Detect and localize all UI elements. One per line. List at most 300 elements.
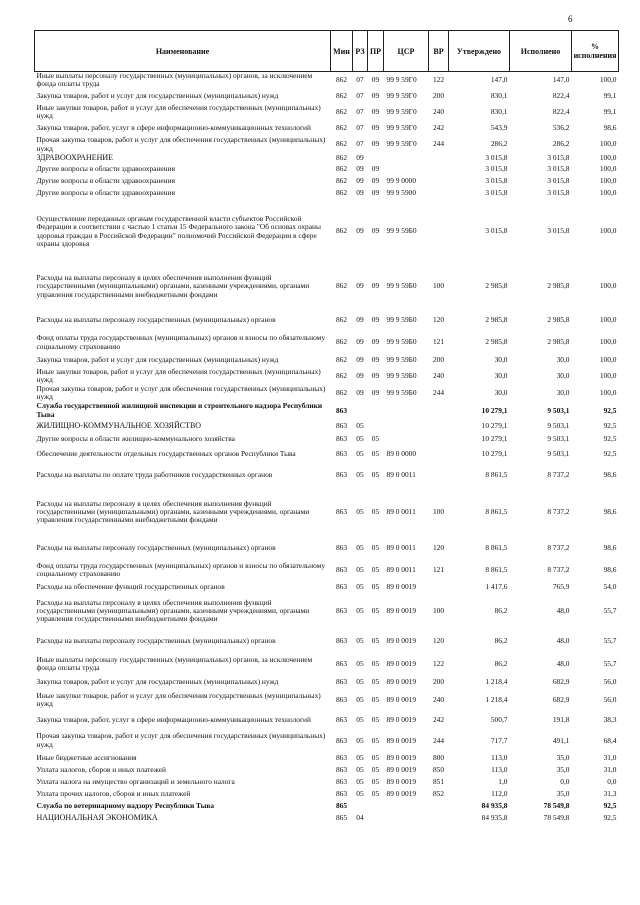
cell-approved: 8 861,5 bbox=[485, 565, 508, 575]
table-row bbox=[35, 136, 619, 154]
cell-approved: 2 985,8 bbox=[485, 281, 508, 291]
cell-min: 863 bbox=[335, 606, 348, 616]
table-row bbox=[35, 812, 619, 823]
cell-executed: 48,0 bbox=[556, 659, 570, 669]
cell-executed: 191,8 bbox=[552, 715, 570, 725]
cell-name: Уплата налогов, сборов и иных платежей bbox=[36, 765, 166, 775]
cell-executed: 35,0 bbox=[556, 753, 570, 763]
cell-vr bbox=[429, 176, 449, 188]
cell-executed: 3 015,8 bbox=[547, 226, 570, 236]
cell-name: Служба государственной жилищной инспекции и строительного надзора Республики Тыва bbox=[36, 401, 323, 419]
cell-vr: 200 bbox=[432, 677, 445, 687]
cell-name: Другие вопросы в области здравоохранения bbox=[36, 176, 175, 186]
cell-executed: 48,0 bbox=[556, 606, 570, 616]
cell-rz: 09 bbox=[356, 164, 364, 174]
cell-percent: 100,0 bbox=[599, 164, 617, 174]
cell-pr bbox=[368, 419, 384, 433]
cell-pr: 09 bbox=[371, 281, 380, 291]
cell-rz: 07 bbox=[356, 122, 364, 132]
cell-csr: 89 0 0019 bbox=[386, 677, 417, 687]
cell-executed: 491,1 bbox=[552, 735, 570, 745]
cell-rz: 07 bbox=[356, 139, 364, 149]
table-row bbox=[35, 154, 619, 164]
cell-rz: 05 bbox=[356, 777, 364, 787]
cell-pr: 05 bbox=[371, 470, 380, 480]
cell-executed: 35,0 bbox=[556, 789, 570, 799]
cell-csr bbox=[384, 800, 429, 812]
cell-pr: 09 bbox=[371, 139, 380, 149]
table-row bbox=[35, 176, 619, 188]
cell-executed: 9 503,1 bbox=[547, 421, 570, 431]
header-pr: ПР bbox=[368, 31, 384, 72]
table-row bbox=[35, 332, 619, 354]
cell-executed: 35,0 bbox=[556, 765, 570, 775]
cell-rz: 05 bbox=[356, 715, 364, 725]
cell-vr bbox=[429, 154, 449, 164]
cell-executed: 682,9 bbox=[552, 695, 570, 705]
cell-min: 862 bbox=[335, 91, 348, 101]
cell-executed: 286,2 bbox=[552, 139, 570, 149]
cell-percent: 100,0 bbox=[599, 388, 617, 398]
cell-approved: 500,7 bbox=[490, 715, 508, 725]
cell-rz: 09 bbox=[356, 315, 364, 325]
cell-pr: 05 bbox=[371, 659, 380, 669]
cell-executed: 30,0 bbox=[556, 370, 570, 380]
cell-rz: 05 bbox=[356, 606, 364, 616]
cell-percent: 100,0 bbox=[599, 370, 617, 380]
cell-percent: 100,0 bbox=[599, 139, 617, 149]
header-csr: ЦСР bbox=[384, 31, 429, 72]
cell-name: Обеспечение деятельности отдельных государственных органов Республики Тыва bbox=[36, 449, 296, 459]
cell-rz bbox=[353, 402, 368, 419]
cell-rz: 05 bbox=[356, 565, 364, 575]
cell-min: 865 bbox=[335, 801, 348, 811]
cell-csr: 99 9 59Б0 bbox=[386, 315, 417, 325]
cell-rz: 05 bbox=[356, 449, 364, 459]
cell-approved: 84 935,8 bbox=[481, 812, 508, 822]
cell-name: Иные бюджетные ассигнования bbox=[36, 753, 137, 763]
cell-percent: 100,0 bbox=[599, 188, 617, 198]
cell-percent: 31,3 bbox=[603, 789, 617, 799]
cell-pr: 05 bbox=[371, 582, 380, 592]
cell-name: Расходы на выплаты по оплате труда работников государственных органов bbox=[36, 470, 273, 480]
cell-vr bbox=[429, 164, 449, 176]
cell-min: 862 bbox=[335, 355, 348, 365]
cell-pr: 09 bbox=[371, 188, 380, 198]
cell-csr: 99 9 0000 bbox=[386, 176, 417, 186]
cell-pr: 05 bbox=[371, 636, 380, 646]
cell-percent: 100,0 bbox=[599, 226, 617, 236]
cell-rz: 09 bbox=[356, 153, 364, 163]
cell-min: 863 bbox=[335, 565, 348, 575]
cell-pr: 09 bbox=[371, 75, 380, 85]
cell-csr: 99 9 59Б0 bbox=[386, 226, 417, 236]
table-row bbox=[35, 402, 619, 419]
cell-pr: 05 bbox=[371, 695, 380, 705]
cell-executed: 8 737,2 bbox=[547, 470, 570, 480]
cell-rz: 05 bbox=[356, 765, 364, 775]
cell-executed: 8 737,2 bbox=[547, 565, 570, 575]
cell-vr: 240 bbox=[432, 107, 445, 117]
cell-csr: 89 0 0000 bbox=[386, 449, 417, 459]
cell-vr bbox=[429, 419, 449, 433]
cell-min: 862 bbox=[335, 370, 348, 380]
cell-vr: 242 bbox=[432, 122, 445, 132]
cell-executed: 765,9 bbox=[552, 582, 570, 592]
cell-pr: 05 bbox=[371, 507, 380, 517]
cell-percent: 98,6 bbox=[603, 543, 617, 553]
table-body bbox=[35, 72, 619, 824]
cell-percent: 54,0 bbox=[603, 582, 617, 592]
table-row bbox=[35, 653, 619, 675]
cell-vr: 240 bbox=[432, 695, 445, 705]
cell-executed: 3 015,8 bbox=[547, 164, 570, 174]
cell-executed: 3 015,8 bbox=[547, 176, 570, 186]
cell-pr: 09 bbox=[371, 122, 380, 132]
cell-rz: 09 bbox=[356, 355, 364, 365]
cell-percent: 100,0 bbox=[599, 281, 617, 291]
cell-min: 862 bbox=[335, 164, 348, 174]
cell-percent: 68,4 bbox=[603, 735, 617, 745]
cell-name: Расходы на выплаты персоналу государственных (муниципальных) органов bbox=[36, 543, 276, 553]
cell-min: 863 bbox=[335, 695, 348, 705]
cell-percent: 99,1 bbox=[603, 107, 617, 117]
cell-approved: 8 861,5 bbox=[485, 543, 508, 553]
cell-min: 862 bbox=[335, 315, 348, 325]
cell-min: 863 bbox=[335, 582, 348, 592]
cell-pr bbox=[368, 402, 384, 419]
table-row bbox=[35, 776, 619, 788]
cell-percent: 98,6 bbox=[603, 565, 617, 575]
cell-percent: 31,0 bbox=[603, 753, 617, 763]
table-row bbox=[35, 445, 619, 463]
cell-csr: 89 0 0011 bbox=[386, 470, 416, 480]
table-row bbox=[35, 188, 619, 200]
cell-rz: 05 bbox=[356, 659, 364, 669]
cell-pr: 05 bbox=[371, 789, 380, 799]
cell-csr: 89 0 0019 bbox=[386, 659, 417, 669]
cell-percent: 100,0 bbox=[599, 337, 617, 347]
cell-approved: 86,2 bbox=[494, 659, 508, 669]
cell-min: 862 bbox=[335, 153, 348, 163]
cell-pr: 05 bbox=[371, 543, 380, 553]
table-header-row bbox=[35, 31, 619, 72]
cell-vr bbox=[429, 800, 449, 812]
cell-approved: 286,2 bbox=[490, 139, 508, 149]
cell-executed: 9 503,1 bbox=[547, 434, 570, 444]
cell-percent: 98,6 bbox=[603, 470, 617, 480]
cell-csr: 99 9 59Б0 bbox=[386, 388, 417, 398]
cell-pr: 05 bbox=[371, 765, 380, 775]
cell-approved: 2 985,8 bbox=[485, 337, 508, 347]
cell-percent: 92,5 bbox=[603, 405, 617, 415]
cell-pr: 09 bbox=[371, 355, 380, 365]
cell-rz: 05 bbox=[356, 636, 364, 646]
cell-approved: 84 935,8 bbox=[481, 801, 508, 811]
header-min: Мин bbox=[331, 31, 353, 72]
cell-csr: 89 0 0019 bbox=[386, 765, 417, 775]
cell-name: Закупка товаров, работ и услуг для государственных (муниципальных) нужд bbox=[36, 355, 279, 365]
cell-executed: 536,2 bbox=[552, 122, 570, 132]
cell-vr bbox=[429, 402, 449, 419]
table-row bbox=[35, 593, 619, 629]
cell-name: Уплата налога на имущество организаций и земельного налога bbox=[36, 777, 235, 787]
cell-executed: 822,4 bbox=[552, 107, 570, 117]
cell-name: Закупка товаров, работ и услуг для государственных (муниципальных) нужд bbox=[36, 677, 279, 687]
cell-pr bbox=[368, 800, 384, 812]
header-name: Наименование bbox=[35, 31, 331, 72]
cell-csr: 89 0 0019 bbox=[386, 695, 417, 705]
cell-rz: 05 bbox=[356, 582, 364, 592]
cell-approved: 3 015,8 bbox=[485, 176, 508, 186]
cell-vr: 120 bbox=[432, 543, 445, 553]
cell-name: Фонд оплаты труда государственных (муниципальных) органов и взносы по обязательному социальному страхованию bbox=[36, 333, 326, 351]
cell-csr: 89 0 0019 bbox=[386, 606, 417, 616]
table-row bbox=[35, 752, 619, 764]
cell-executed: 9 503,1 bbox=[547, 449, 570, 459]
cell-min: 863 bbox=[335, 434, 348, 444]
cell-min: 863 bbox=[335, 507, 348, 517]
cell-csr: 99 9 59Г0 bbox=[386, 107, 417, 117]
cell-percent: 0,0 bbox=[607, 777, 617, 787]
cell-csr bbox=[384, 433, 429, 445]
cell-pr: 05 bbox=[371, 777, 380, 787]
cell-approved: 10 279,1 bbox=[481, 421, 508, 431]
table-row bbox=[35, 433, 619, 445]
table-row bbox=[35, 164, 619, 176]
cell-name: ЖИЛИЩНО-КОММУНАЛЬНОЕ ХОЗЯЙСТВО bbox=[36, 421, 202, 431]
cell-min: 863 bbox=[335, 677, 348, 687]
cell-approved: 30,0 bbox=[494, 355, 508, 365]
header-approved: Утверждено bbox=[449, 31, 510, 72]
cell-min: 863 bbox=[335, 405, 348, 415]
cell-rz: 05 bbox=[356, 421, 364, 431]
cell-approved: 1 218,4 bbox=[485, 677, 508, 687]
cell-pr bbox=[368, 154, 384, 164]
table-row bbox=[35, 368, 619, 385]
cell-vr bbox=[429, 812, 449, 823]
cell-csr: 89 0 0019 bbox=[386, 636, 417, 646]
cell-executed: 682,9 bbox=[552, 677, 570, 687]
table-row bbox=[35, 310, 619, 332]
cell-approved: 1,0 bbox=[498, 777, 508, 787]
cell-approved: 10 279,1 bbox=[481, 434, 508, 444]
cell-rz: 09 bbox=[356, 188, 364, 198]
cell-approved: 113,0 bbox=[491, 765, 508, 775]
cell-name: Расходы на обеспечение функций государственных органов bbox=[36, 582, 225, 592]
cell-executed: 147,0 bbox=[552, 75, 570, 85]
cell-name: Фонд оплаты труда государственных (муниципальных) органов и взносы по обязательному социальному страхованию bbox=[36, 560, 326, 579]
cell-vr: 200 bbox=[432, 91, 445, 101]
cell-rz: 07 bbox=[356, 91, 364, 101]
cell-min: 862 bbox=[335, 226, 348, 236]
cell-min: 862 bbox=[335, 107, 348, 117]
cell-rz: 05 bbox=[356, 470, 364, 480]
cell-pr: 09 bbox=[371, 107, 380, 117]
table-row bbox=[35, 729, 619, 752]
cell-approved: 113,0 bbox=[491, 753, 508, 763]
cell-min: 862 bbox=[335, 388, 348, 398]
cell-approved: 30,0 bbox=[494, 370, 508, 380]
table-row bbox=[35, 354, 619, 368]
cell-rz: 05 bbox=[356, 677, 364, 687]
cell-name: Иные закупки товаров, работ и услуг для обеспечения государственных (муниципальных) нужд bbox=[36, 690, 321, 709]
cell-name: Иные закупки товаров, работ и услуг для обеспечения государственных (муниципальных) нужд bbox=[36, 366, 321, 385]
cell-percent: 55,7 bbox=[603, 606, 617, 616]
cell-vr: 100 bbox=[432, 281, 445, 291]
cell-name: Другие вопросы в области здравоохранения bbox=[36, 188, 175, 198]
cell-vr bbox=[429, 463, 449, 487]
cell-approved: 8 861,5 bbox=[485, 507, 508, 517]
cell-rz: 09 bbox=[356, 281, 364, 291]
table-row bbox=[35, 537, 619, 559]
cell-approved: 2 985,8 bbox=[485, 315, 508, 325]
cell-pr: 09 bbox=[371, 164, 380, 174]
table-row bbox=[35, 264, 619, 310]
table-row bbox=[35, 559, 619, 581]
cell-min: 863 bbox=[335, 636, 348, 646]
cell-min: 863 bbox=[335, 765, 348, 775]
cell-percent: 99,1 bbox=[603, 91, 617, 101]
cell-approved: 10 279,1 bbox=[481, 405, 508, 415]
cell-min: 863 bbox=[335, 753, 348, 763]
cell-csr: 99 9 59Г0 bbox=[386, 91, 417, 101]
cell-percent: 98,6 bbox=[603, 507, 617, 517]
page-number: 6 bbox=[568, 14, 573, 24]
cell-pr: 05 bbox=[371, 434, 380, 444]
cell-pr: 09 bbox=[371, 315, 380, 325]
cell-executed: 8 737,2 bbox=[547, 507, 570, 517]
cell-pr: 09 bbox=[371, 370, 380, 380]
cell-csr: 89 0 0011 bbox=[386, 565, 416, 575]
cell-name: Иные выплаты персоналу государственных (муниципальных) органов, за исключением фонда оплаты труда bbox=[36, 71, 313, 89]
cell-pr: 05 bbox=[371, 735, 380, 745]
cell-approved: 3 015,8 bbox=[485, 153, 508, 163]
cell-percent: 100,0 bbox=[599, 355, 617, 365]
cell-approved: 10 279,1 bbox=[481, 449, 508, 459]
table-row bbox=[35, 764, 619, 776]
cell-csr: 89 0 0019 bbox=[386, 735, 417, 745]
header-executed: Исполнено bbox=[510, 31, 572, 72]
cell-name: Другие вопросы в области здравоохранения bbox=[36, 164, 175, 174]
cell-pr: 05 bbox=[371, 677, 380, 687]
cell-rz: 05 bbox=[356, 434, 364, 444]
table-row bbox=[35, 463, 619, 487]
cell-vr: 120 bbox=[432, 636, 445, 646]
cell-approved: 717,7 bbox=[490, 735, 508, 745]
cell-name: Прочая закупка товаров, работ и услуг для обеспечения государственных (муниципальных) нужд bbox=[36, 731, 326, 749]
cell-executed: 78 549,8 bbox=[543, 812, 570, 822]
table-row bbox=[35, 689, 619, 711]
cell-pr: 09 bbox=[371, 337, 380, 347]
table-row bbox=[35, 121, 619, 136]
cell-approved: 1 218,4 bbox=[485, 695, 508, 705]
cell-pr: 05 bbox=[371, 449, 380, 459]
cell-vr: 100 bbox=[432, 606, 445, 616]
cell-name: НАЦИОНАЛЬНАЯ ЭКОНОМИКА bbox=[36, 812, 158, 822]
cell-approved: 830,1 bbox=[490, 91, 508, 101]
table-row bbox=[35, 200, 619, 264]
cell-csr: 89 0 0019 bbox=[386, 715, 417, 725]
cell-approved: 543,9 bbox=[490, 122, 508, 132]
cell-rz: 07 bbox=[356, 107, 364, 117]
cell-name: Расходы на выплаты персоналу в целях обеспечения выполнения функций государственными (муниципальными) органами, казенными учреждениями, органами управления государственными внебюджетными фондами bbox=[36, 597, 310, 624]
cell-percent: 100,0 bbox=[599, 75, 617, 85]
cell-executed: 822,4 bbox=[552, 91, 570, 101]
cell-name: Прочая закупка товаров, работ и услуг для обеспечения государственных (муниципальных) нужд bbox=[36, 135, 326, 153]
cell-csr: 99 9 59Б0 bbox=[386, 337, 417, 347]
cell-approved: 830,1 bbox=[490, 107, 508, 117]
cell-min: 863 bbox=[335, 470, 348, 480]
cell-name: Уплата прочих налогов, сборов и иных платежей bbox=[36, 789, 191, 799]
cell-executed: 30,0 bbox=[556, 355, 570, 365]
cell-name: Закупка товаров, работ, услуг в сфере информационно-коммуникационных технологий bbox=[36, 122, 311, 132]
cell-min: 862 bbox=[335, 176, 348, 186]
cell-csr: 99 9 59Б0 bbox=[386, 281, 417, 291]
cell-name: Расходы на выплаты персоналу государственных (муниципальных) органов bbox=[36, 315, 276, 325]
cell-pr: 05 bbox=[371, 753, 380, 763]
cell-executed: 30,0 bbox=[556, 388, 570, 398]
cell-pr: 05 bbox=[371, 565, 380, 575]
cell-executed: 8 737,2 bbox=[547, 543, 570, 553]
cell-vr: 244 bbox=[432, 139, 445, 149]
cell-name: Расходы на выплаты персоналу в целях обеспечения выполнения функций государственными (муниципальными) органами, казенными учреждениями, органами управления государственными внебюджетными фондами bbox=[36, 273, 310, 299]
cell-name: Расходы на выплаты персоналу в целях обеспечения выполнения функций государственными (муниципальными) органами, казенными учреждениями, органами управления государственными внебюджетными фондами bbox=[36, 498, 310, 525]
cell-executed: 78 549,8 bbox=[543, 801, 570, 811]
cell-pr: 05 bbox=[371, 715, 380, 725]
cell-percent: 92,5 bbox=[603, 421, 617, 431]
cell-vr bbox=[429, 433, 449, 445]
cell-rz: 05 bbox=[356, 543, 364, 553]
cell-percent: 92,5 bbox=[603, 812, 617, 822]
header-rz: РЗ bbox=[353, 31, 368, 72]
cell-percent: 55,7 bbox=[603, 659, 617, 669]
cell-approved: 30,0 bbox=[494, 388, 508, 398]
cell-executed: 2 985,8 bbox=[547, 281, 570, 291]
cell-rz: 05 bbox=[356, 735, 364, 745]
table-row bbox=[35, 104, 619, 121]
cell-approved: 3 015,8 bbox=[485, 164, 508, 174]
table-row bbox=[35, 72, 619, 89]
cell-vr: 120 bbox=[432, 315, 445, 325]
cell-csr: 99 9 59Г0 bbox=[386, 139, 417, 149]
cell-min: 863 bbox=[335, 543, 348, 553]
cell-vr bbox=[429, 200, 449, 264]
cell-name: Расходы на выплаты персоналу государственных (муниципальных) органов bbox=[36, 636, 276, 646]
cell-min: 863 bbox=[335, 421, 348, 431]
cell-percent: 92,5 bbox=[603, 449, 617, 459]
cell-pr: 09 bbox=[371, 176, 380, 186]
cell-csr: 99 9 59Б0 bbox=[386, 355, 417, 365]
cell-vr: 800 bbox=[432, 753, 445, 763]
header-percent: % исполнения bbox=[572, 31, 619, 72]
cell-approved: 1 417,6 bbox=[485, 582, 508, 592]
cell-csr: 89 0 0011 bbox=[386, 543, 416, 553]
cell-vr: 240 bbox=[432, 370, 445, 380]
cell-executed: 3 015,8 bbox=[547, 153, 570, 163]
cell-percent: 38,3 bbox=[603, 715, 617, 725]
cell-csr bbox=[384, 154, 429, 164]
table-row bbox=[35, 675, 619, 689]
cell-min: 862 bbox=[335, 139, 348, 149]
table-row bbox=[35, 800, 619, 812]
cell-name: Закупка товаров, работ, услуг в сфере информационно-коммуникационных технологий bbox=[36, 715, 311, 725]
cell-csr: 99 9 59Г0 bbox=[386, 75, 417, 85]
cell-vr: 850 bbox=[432, 765, 445, 775]
cell-percent: 31,0 bbox=[603, 765, 617, 775]
cell-vr bbox=[429, 445, 449, 463]
cell-vr: 100 bbox=[432, 507, 445, 517]
